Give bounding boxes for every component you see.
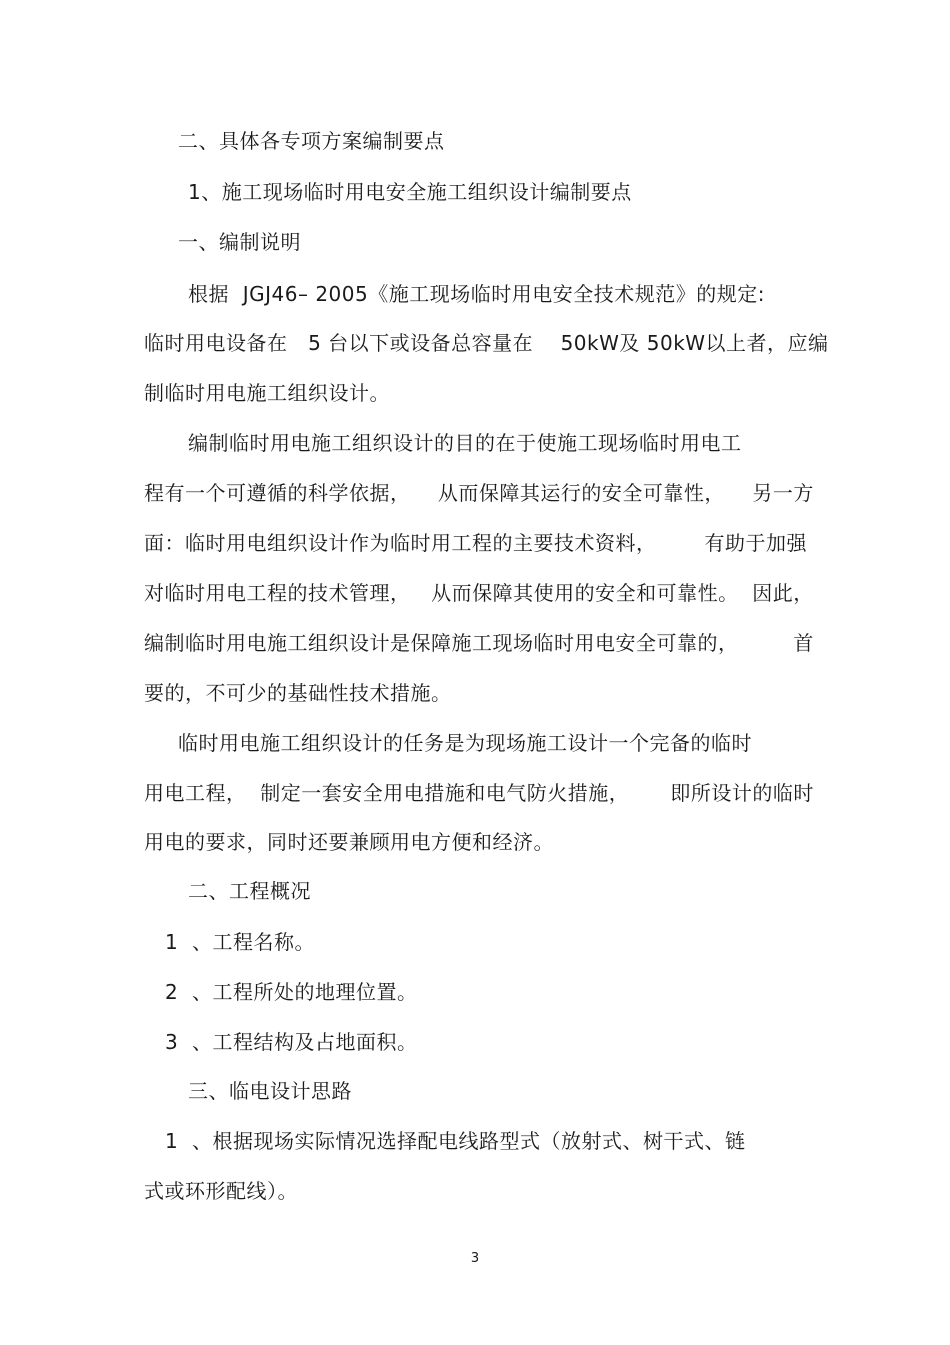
list-item: 1 、工程名称。 xyxy=(165,930,315,954)
subsection-heading: 一、编制说明 xyxy=(178,230,301,254)
list-item: 2 、工程所处的地理位置。 xyxy=(165,980,418,1004)
paragraph-line: 制临时用电施工组织设计。 xyxy=(144,381,390,405)
page-number: 3 xyxy=(470,1251,480,1266)
list-item: 1 、根据现场实际情况选择配电线路型式（放射式、树干式、链 xyxy=(165,1129,746,1153)
paragraph-line: 用电工程， 制定一套安全用电措施和电气防火措施， 即所设计的临时 xyxy=(144,781,814,805)
paragraph-line: 编制临时用电施工组织设计是保障施工现场临时用电安全可靠的， 首 xyxy=(144,631,814,655)
paragraph-line: 临时用电施工组织设计的任务是为现场施工设计一个完备的临时 xyxy=(178,731,752,755)
paragraph-line: 要的，不可少的基础性技术措施。 xyxy=(144,681,452,705)
paragraph-line: 面：临时用电组织设计作为临时用工程的主要技术资料， 有助于加强 xyxy=(144,531,808,555)
paragraph-line: 对临时用电工程的技术管理， 从而保障其使用的安全和可靠性。 因此， xyxy=(144,581,814,605)
paragraph-line: 编制临时用电施工组织设计的目的在于使施工现场临时用电工 xyxy=(188,431,742,455)
section-heading: 二、工程概况 xyxy=(188,879,311,903)
subsection-heading: 1、施工现场临时用电安全施工组织设计编制要点 xyxy=(188,180,632,204)
list-item: 3 、工程结构及占地面积。 xyxy=(165,1030,418,1054)
section-heading: 二、具体各专项方案编制要点 xyxy=(178,129,445,153)
section-heading: 三、临电设计思路 xyxy=(188,1079,352,1103)
paragraph-line: 用电的要求，同时还要兼顾用电方便和经济。 xyxy=(144,830,554,854)
paragraph-line: 根据 JGJ46– 2005《施工现场临时用电安全技术规范》的规定: xyxy=(188,282,765,306)
paragraph-line: 临时用电设备在 5 台以下或设备总容量在 50kW及 50kW以上者，应编 xyxy=(144,331,829,355)
paragraph-line: 式或环形配线）。 xyxy=(144,1179,298,1203)
paragraph-line: 程有一个可遵循的科学依据， 从而保障其运行的安全可靠性， 另一方 xyxy=(144,481,814,505)
